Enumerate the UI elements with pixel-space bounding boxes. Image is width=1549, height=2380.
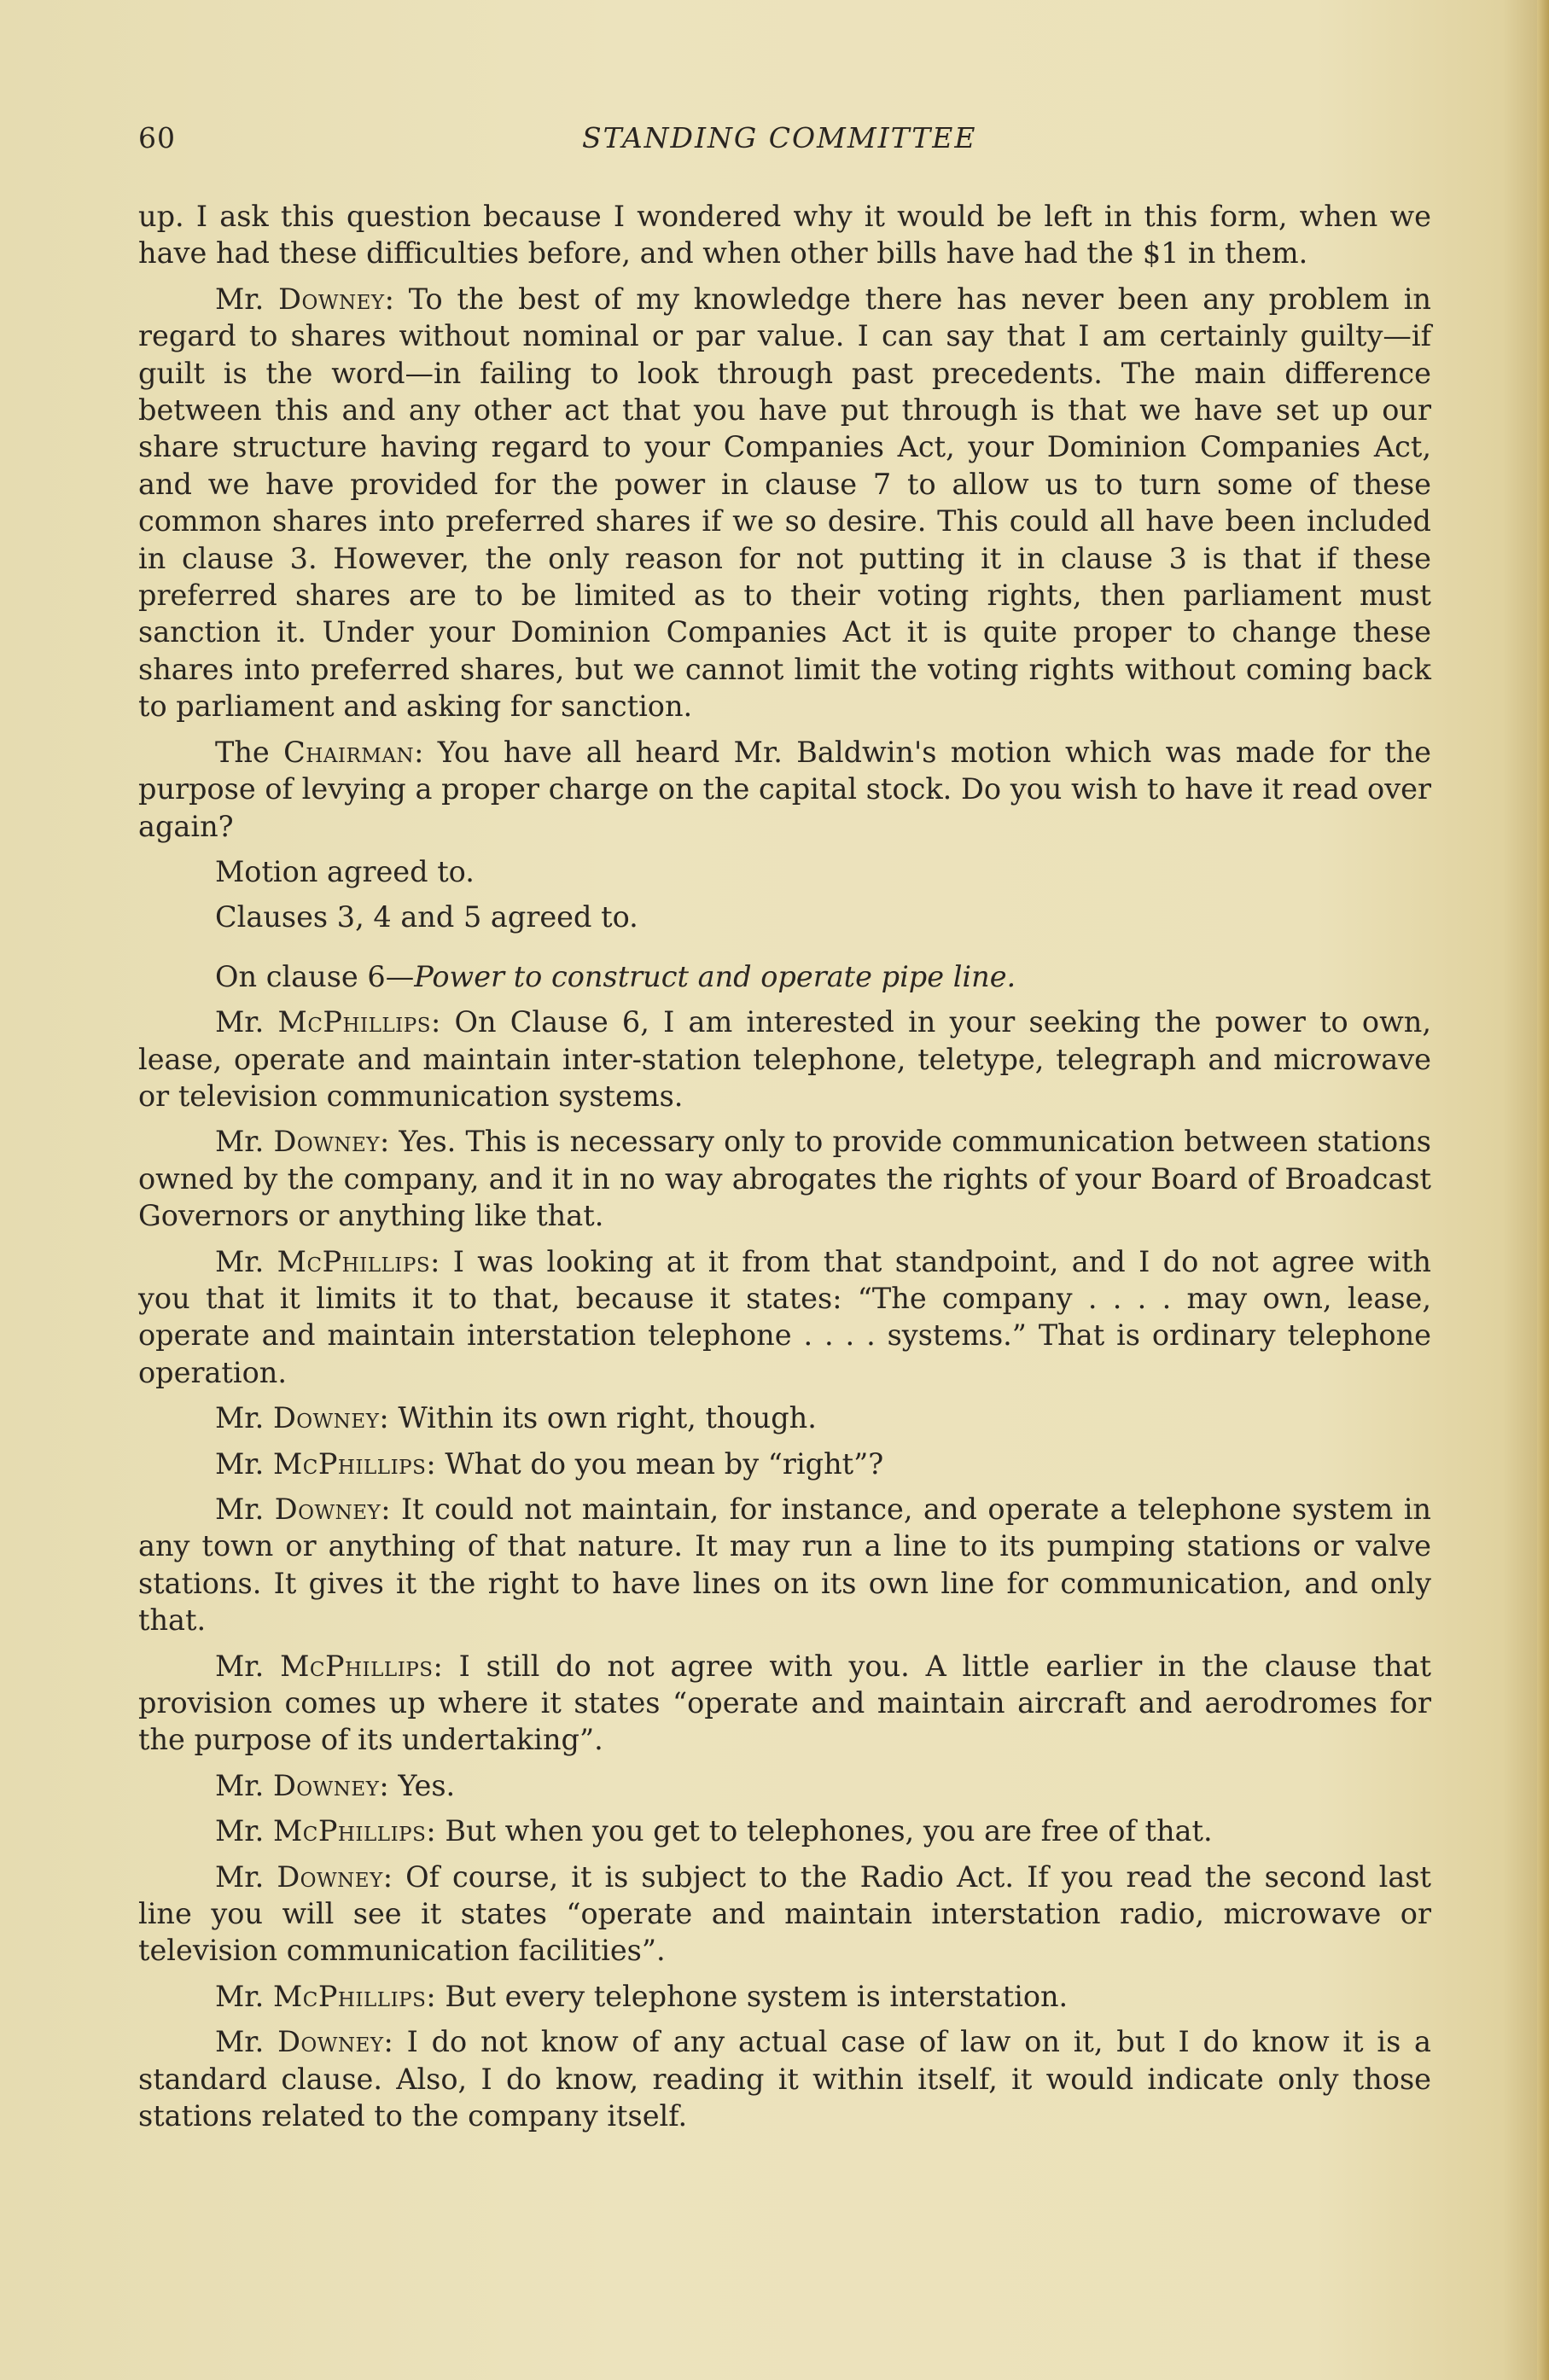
speaker-name: Downey (272, 1401, 380, 1435)
paragraph-text: Clauses 3, 4 and 5 agreed to. (215, 900, 638, 934)
paragraph-speech (138, 1978, 1431, 2015)
paragraph-motion (138, 853, 1431, 890)
paragraph-speech (138, 1446, 1431, 1482)
speaker-prefix: Mr. (215, 1125, 274, 1159)
paragraph-speech (138, 1767, 1431, 1804)
paragraph-text: : But when you get to telephones, you are free of that. (426, 1814, 1213, 1848)
paragraph-speech (138, 1813, 1431, 1849)
paragraph-clauses (138, 899, 1431, 935)
speaker-prefix: Mr. (215, 1768, 273, 1802)
speaker-prefix: The (215, 735, 284, 769)
page-header (138, 121, 1444, 172)
speaker-name: Chairman (283, 735, 415, 769)
speaker-name: Downey (277, 2025, 384, 2059)
paragraph-text: : But every telephone system is interstation. (426, 1979, 1069, 2013)
clause-title: Power to construct and operate pipe line. (414, 959, 1016, 993)
paragraph-text: : What do you mean by “right”? (426, 1446, 884, 1481)
speaker-name: McPhillips (272, 1446, 427, 1481)
paragraph-continuation (138, 198, 1431, 272)
paragraph-speech (138, 1859, 1431, 1970)
speaker-prefix: Mr. (215, 1244, 277, 1278)
paragraph-text: : Of course, it is subject to the Radio Act. If you read the second last line you will see it states “operate and maintain interstation radio, microwave or television communication facilities”. (138, 1859, 1432, 1968)
paragraph-text: Motion agreed to. (215, 854, 475, 888)
paragraph-text: : Within its own right, though. (379, 1401, 817, 1435)
paragraph-speech (138, 2023, 1431, 2134)
speaker-prefix: Mr. (215, 1859, 277, 1894)
paragraph-text: : I was looking at it from that standpoint, and I do not agree with you that it limits it to that, because it states: “The company . . . . may own, lease, operate and maintain interstation telephone . . . . systems.” That is ordinary telephone operation. (138, 1244, 1432, 1389)
page-edge-shadow (1537, 0, 1549, 2380)
paragraph-speech (138, 1004, 1431, 1114)
paragraph-text: : On Clause 6, I am interested in your seeking the power to own, lease, operate and maintain inter-station telephone, teletype, telegraph and microwave or television communication systems. (138, 1005, 1431, 1113)
speaker-prefix: Mr. (215, 1814, 273, 1848)
speaker-name: Downey (274, 1493, 381, 1526)
speaker-prefix: Mr. (215, 2025, 278, 2059)
paragraph-speech (138, 1243, 1431, 1392)
speaker-prefix: Mr. (215, 282, 279, 316)
speaker-name: Downey (277, 1859, 383, 1894)
paragraph-speech (138, 1399, 1431, 1436)
paragraph-text: : Yes. This is necessary only to provide communication between stations owned by the company, and it in no way abrogates the rights of your Board of Broadcast Governors or anything like that. (138, 1125, 1431, 1233)
speaker-name: Downey (272, 1768, 380, 1802)
paragraph-speech (138, 1648, 1431, 1759)
speaker-prefix: Mr. (215, 1649, 281, 1683)
paragraph-speech (138, 1123, 1431, 1234)
speaker-name: McPhillips (272, 1979, 427, 2013)
speaker-prefix: Mr. (215, 1446, 273, 1481)
speaker-name: Downey (278, 282, 385, 316)
speaker-prefix: Mr. (215, 1493, 275, 1526)
paragraph-speech (138, 1491, 1431, 1639)
paragraph-text: : To the best of my knowledge there has never been any problem in regard to shares without nominal or par value. I can say that I am certainly guilty—if guilt is the word—in failing to look through past precedents. The main difference between this and any other act that you have put through is that we have set up our share structure having regard to your Companies Act, your Dominion Companies Act, and we have provided for the power in clause 7 to allow us to turn some of these common shares into preferred shares if we so desire. This could all have been included in clause 3. However, the only reason for not putting it in clause 3 is that if these preferred shares are to be limited as to their voting rights, then parliament must sanction it. Under your Dominion Companies Act it is quite proper to change these shares into preferred shares, but we cannot limit the voting rights without coming back to parliament and asking for sanction. (138, 282, 1431, 724)
speaker-name: McPhillips (277, 1244, 431, 1278)
paragraph-speech (138, 734, 1431, 845)
transcript-body (138, 198, 1431, 2144)
paragraph-text: : I do not know of any actual case of law on it, but I do know it is a standard clause. Also, I do know, reading it within itself, it would indicate only those stations related to the company itself. (138, 2025, 1432, 2133)
speaker-name: McPhillips (280, 1649, 434, 1683)
paragraph-text: : You have all heard Mr. Baldwin's motion which was made for the purpose of levying a proper charge on the capital stock. Do you wish to have it read over again? (138, 735, 1431, 843)
speaker-prefix: Mr. (215, 1005, 278, 1039)
speaker-name: McPhillips (277, 1005, 431, 1039)
paragraph-speech (138, 281, 1431, 725)
paragraph-clause-heading (138, 958, 1431, 995)
paragraph-text: On clause 6— (215, 959, 415, 993)
paragraph-text: : It could not maintain, for instance, and operate a telephone system in any town or anything of that nature. It may run a line to its pumping stations or valve stations. It gives it the right to have lines on its own line for communication, and only that. (138, 1493, 1432, 1638)
speaker-name: Downey (273, 1125, 380, 1159)
paragraph-text: : Yes. (379, 1768, 456, 1802)
page-number: 60 (138, 121, 176, 154)
speaker-name: McPhillips (272, 1814, 427, 1848)
speaker-prefix: Mr. (215, 1401, 273, 1435)
speaker-prefix: Mr. (215, 1979, 273, 2013)
paragraph-text: up. I ask this question because I wondered why it would be left in this form, when we have had these difficulties before, and when other bills have had the $1 in them. (138, 200, 1431, 271)
paragraph-text: : I still do not agree with you. A little earlier in the clause that provision comes up where it states “operate and maintain aircraft and aerodromes for the purpose of its undertaking”. (138, 1649, 1432, 1757)
running-head: STANDING COMMITTEE (582, 121, 977, 154)
